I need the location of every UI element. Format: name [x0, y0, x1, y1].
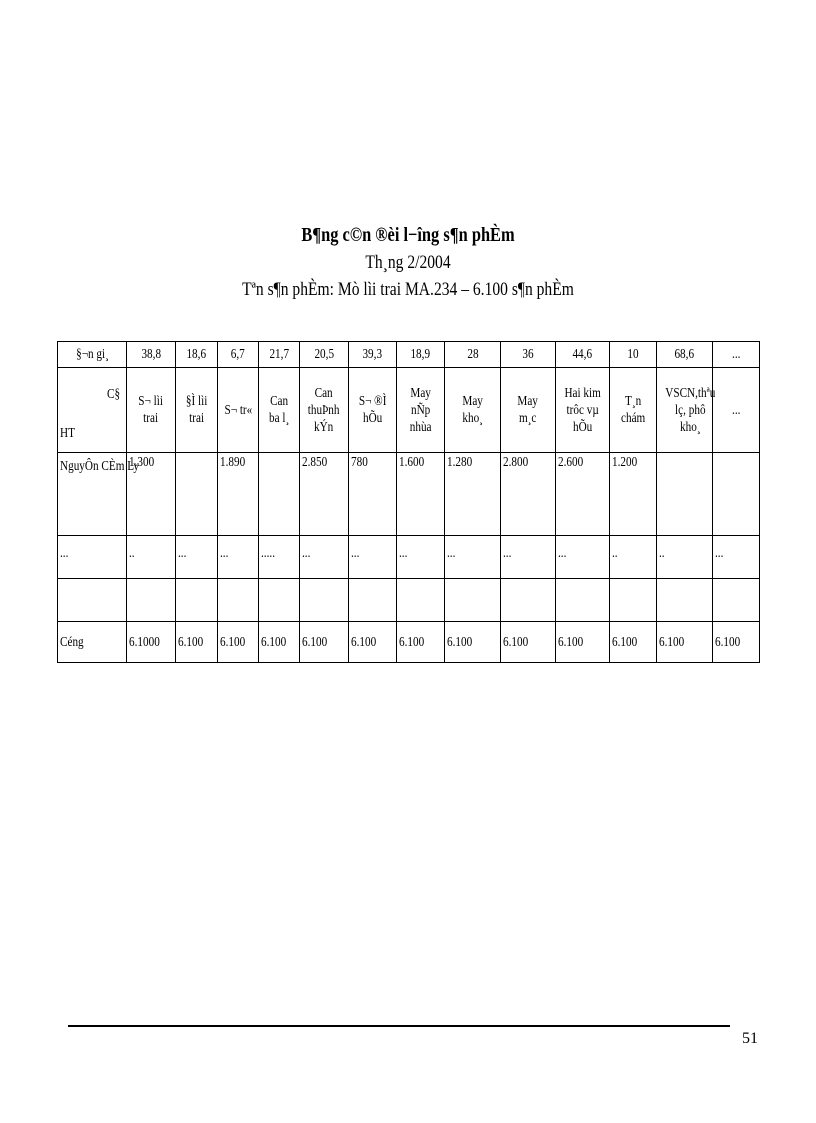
table-cell	[712, 579, 759, 622]
table-cell: 6.100	[175, 622, 217, 663]
table-cell	[259, 579, 300, 622]
table-title: B¶ng c©n ®èi l−îng s¶n phÈm	[301, 224, 515, 246]
month-label: Th¸ng 2/2004	[365, 252, 451, 273]
table-cell: ..	[657, 536, 712, 579]
table-row	[58, 579, 760, 622]
corner-bottom-label: HT	[60, 426, 75, 441]
table-cell: .....	[259, 536, 300, 579]
stage-header-cell: T¸n chám	[610, 368, 657, 453]
price-cell: 10	[610, 342, 657, 368]
table-row	[58, 453, 760, 536]
table-cell: ...	[348, 536, 396, 579]
stage-header-cell: May nÑp nhùa	[396, 368, 444, 453]
table-cell	[348, 579, 396, 622]
price-cell: 44,6	[555, 342, 609, 368]
table-cell: 6.100	[610, 622, 657, 663]
total-row	[58, 622, 760, 663]
table-cell	[259, 453, 300, 536]
table-cell: ...	[396, 536, 444, 579]
stage-header-cell: VSCN,thªu lç, phô kho¸	[657, 368, 712, 453]
price-cell: 36	[501, 342, 555, 368]
table-cell: ..	[610, 536, 657, 579]
table-cell	[396, 579, 444, 622]
table-cell: ...	[300, 536, 348, 579]
table-cell: 1.300	[127, 453, 175, 536]
table-cell: 1.890	[217, 453, 258, 536]
table-cell: 1.600	[396, 453, 444, 536]
table-cell: 6.100	[445, 622, 501, 663]
stage-header-cell: §Ì lìi trai	[175, 368, 217, 453]
price-cell: 68,6	[657, 342, 712, 368]
table-cell: 6.1000	[127, 622, 175, 663]
table-cell	[217, 579, 258, 622]
title-block	[73, 222, 742, 303]
table-cell: 2.850	[300, 453, 348, 536]
price-cell: 21,7	[259, 342, 300, 368]
row-label-cell	[58, 579, 127, 622]
row-label-cell: Céng	[58, 622, 127, 663]
row-label-cell: NguyÔn CÈm Ly	[58, 453, 127, 536]
table-cell: 780	[348, 453, 396, 536]
table-cell	[175, 579, 217, 622]
table-cell	[127, 579, 175, 622]
table-cell: 6.100	[657, 622, 712, 663]
table-cell	[501, 579, 555, 622]
price-cell: 38,8	[127, 342, 175, 368]
table-cell: 6.100	[396, 622, 444, 663]
stage-header-cell: S¬ ®Ì hÕu	[348, 368, 396, 453]
table-cell: 2.600	[555, 453, 609, 536]
table-cell: 6.100	[501, 622, 555, 663]
table-cell	[555, 579, 609, 622]
stage-header-cell: Hai kim trôc vµ hÕu	[555, 368, 609, 453]
table-cell: 1.280	[445, 453, 501, 536]
price-cell: 18,6	[175, 342, 217, 368]
table-cell: 6.100	[259, 622, 300, 663]
stage-header-cell: May m¸c	[501, 368, 555, 453]
stage-header-cell: ...	[712, 368, 759, 453]
table-cell: ...	[217, 536, 258, 579]
table-cell: 6.100	[300, 622, 348, 663]
footer-rule	[68, 1025, 730, 1027]
header-row	[58, 368, 760, 453]
table-cell	[610, 579, 657, 622]
table-cell	[657, 453, 712, 536]
price-cell: 28	[445, 342, 501, 368]
table-cell: ..	[127, 536, 175, 579]
row-label-cell: ...	[58, 536, 127, 579]
table-cell: 6.100	[348, 622, 396, 663]
product-label: Tªn s¶n phÈm: Mò lìi trai MA.234 – 6.100 s¶n phÈm	[242, 279, 574, 300]
table-cell: ...	[555, 536, 609, 579]
price-cell: 18,9	[396, 342, 444, 368]
corner-header-cell	[58, 368, 127, 453]
table-cell: ...	[175, 536, 217, 579]
table-cell	[712, 453, 759, 536]
table-cell: 6.100	[712, 622, 759, 663]
price-cell: 6,7	[217, 342, 258, 368]
stage-header-cell: S¬ lìi trai	[127, 368, 175, 453]
table-cell: ...	[712, 536, 759, 579]
table-cell: 6.100	[555, 622, 609, 663]
corner-top-label: C§	[107, 387, 121, 402]
stage-header-cell: Can ba l¸	[259, 368, 300, 453]
price-row	[58, 342, 760, 368]
price-label-cell: §¬n gi¸	[58, 342, 127, 368]
table-cell	[300, 579, 348, 622]
table-cell	[445, 579, 501, 622]
table-row	[58, 536, 760, 579]
stage-header-cell: May kho¸	[445, 368, 501, 453]
price-cell: ...	[712, 342, 759, 368]
table-cell: 6.100	[217, 622, 258, 663]
table-cell: ...	[445, 536, 501, 579]
table-cell	[175, 453, 217, 536]
stage-header-cell: Can thuÞnh kÝn	[300, 368, 348, 453]
balance-table	[57, 341, 760, 663]
table-cell	[657, 579, 712, 622]
page-number: 51	[742, 1030, 758, 1047]
table-cell: 2.800	[501, 453, 555, 536]
price-cell: 39,3	[348, 342, 396, 368]
price-cell: 20,5	[300, 342, 348, 368]
stage-header-cell: S¬ tr«	[217, 368, 258, 453]
table-cell: ...	[501, 536, 555, 579]
table-cell: 1.200	[610, 453, 657, 536]
